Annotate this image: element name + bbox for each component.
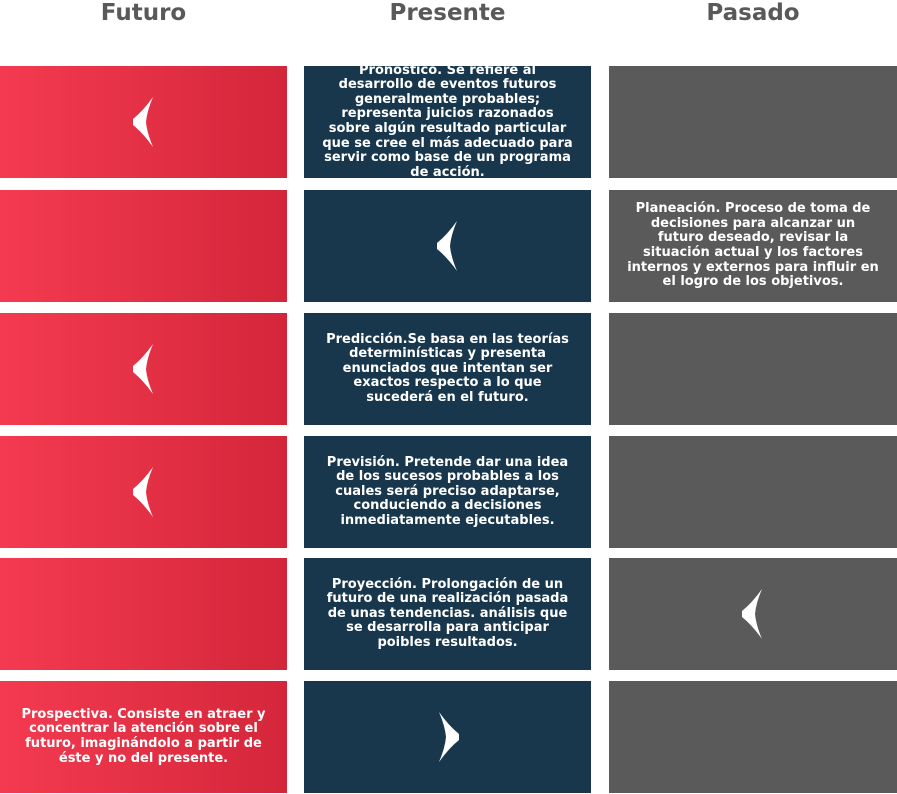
chevron-right-icon [437,712,459,762]
cell-presente-row-4 [304,436,591,548]
header-pasado: Pasado [706,0,800,26]
chevron-left-icon [133,467,155,517]
cell-presente-row-3 [304,313,591,425]
cell-presente-row-1 [304,62,591,180]
cell-futuro-row-6 [0,681,287,793]
cell-futuro-row-4 [0,436,287,548]
chevron-left-icon [437,221,459,271]
cell-pasado-row-2 [609,190,897,302]
chevron-left-icon [133,97,155,147]
cell-futuro-row-5 [0,558,287,670]
chevron-left-icon [133,344,155,394]
cell-pasado-row-5 [609,558,897,670]
cell-pasado-row-6 [609,681,897,793]
cell-presente-row-2 [304,190,591,302]
definition-proyeccion: Proyección. Prolongación de un futuro de una realización pasada de unas tendencias. análisis que se desarrolla para anticipar poibles resultados. [326,576,569,650]
cell-futuro-row-2 [0,190,287,302]
cell-pasado-row-1 [609,66,897,178]
cell-futuro-row-3 [0,313,287,425]
definition-planeacion: Planeación. Proceso de toma de decisiones para alcanzar un futuro deseado, revisar la situación actual y los factores internos y externos para influir en el logro de los objetivos. [627,201,879,290]
definition-pronostico: Pronóstico. Se refiere al desarrollo de eventos futuros generalmente probables; representa juicios razonados sobre algún resultado particular que se cree el más adecuado para servir como base de un programa de acción. [322,62,573,180]
cell-presente-row-6 [304,681,591,793]
chevron-left-icon [742,589,764,639]
definition-prevision: Previsión. Pretende dar una idea de los sucesos probables a los cuales será preciso adaptarse, conduciendo a decisiones inmediatamente ejecutables. [326,454,569,528]
definition-prediccion: Predicción.Se basa en las teorías determinísticas y presenta enunciados que intentan ser exactos respecto a lo que sucederá en el futuro. [326,331,569,405]
cell-pasado-row-3 [609,313,897,425]
cell-futuro-row-1 [0,66,287,178]
cell-presente-row-5 [304,558,591,670]
header-presente: Presente [389,0,506,26]
cell-pasado-row-4 [609,436,897,548]
definition-prospectiva: Prospectiva. Consiste en atraer y concentrar la atención sobre el futuro, imaginándolo a partir de éste y no del presente. [21,706,266,766]
header-futuro: Futuro [100,0,187,26]
